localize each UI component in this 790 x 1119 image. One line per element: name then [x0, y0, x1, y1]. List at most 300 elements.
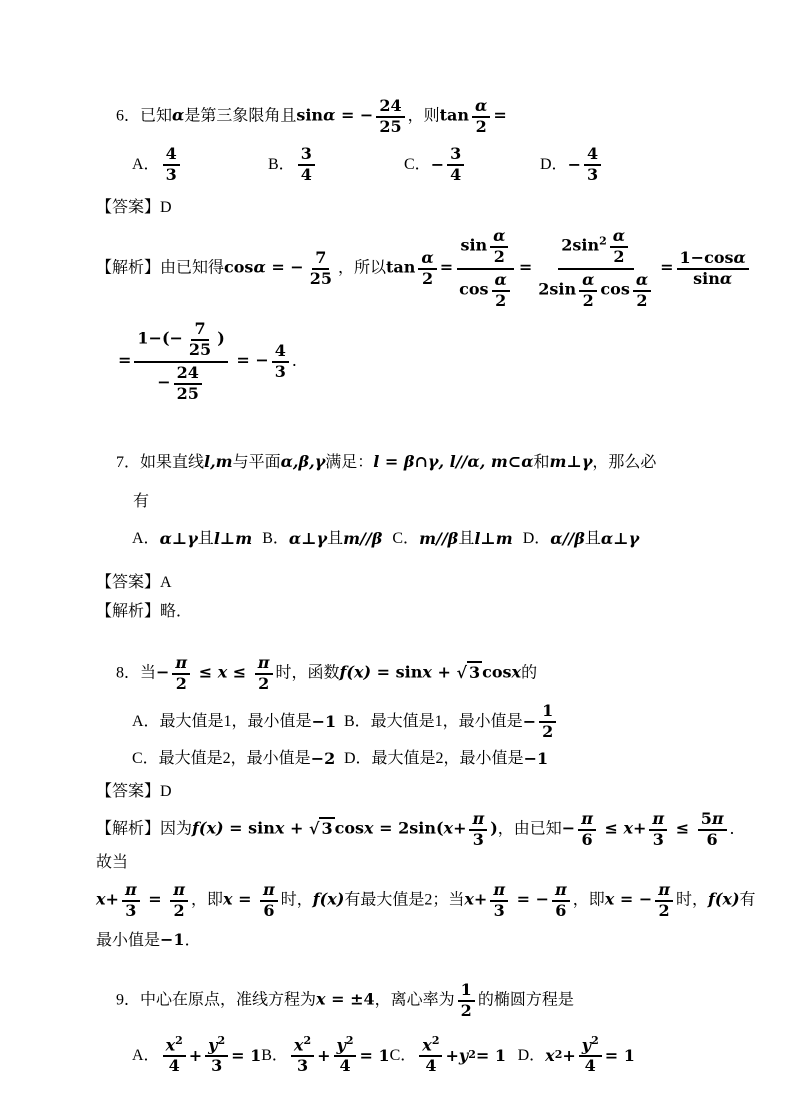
- fraction-numerator: [376, 97, 404, 118]
- math-run: α: [159, 529, 172, 549]
- question-9-options: [132, 1034, 760, 1077]
- text-run: 时，: [675, 891, 708, 909]
- fraction-numerator: [458, 981, 475, 1002]
- math-run: 2: [658, 900, 670, 920]
- fraction-numerator: [610, 227, 628, 248]
- math-run: α: [421, 247, 434, 267]
- math-run: γ: [628, 529, 640, 549]
- text-run: ，离心率为: [374, 991, 455, 1009]
- math-run: 3: [450, 143, 462, 163]
- text-run: B．: [262, 530, 289, 548]
- math-run: 4: [450, 164, 462, 184]
- math-run: α: [635, 269, 649, 289]
- fraction-numerator: [419, 1035, 442, 1057]
- fraction-denominator: [376, 118, 404, 137]
- fraction: [552, 881, 570, 921]
- fraction-denominator: [208, 1057, 225, 1076]
- fraction-numerator: [272, 342, 289, 363]
- math-run: 2: [542, 721, 554, 741]
- math-run: 3: [296, 1056, 309, 1076]
- math-run: 2: [421, 268, 434, 288]
- sqrt-radical: [456, 662, 482, 682]
- fraction: [334, 1035, 357, 1076]
- fraction: [677, 249, 749, 289]
- math-run: +: [317, 1045, 331, 1065]
- text-run: C．最大值是2，最小值是: [132, 749, 311, 767]
- text-run: ，那么必: [592, 454, 657, 472]
- text-run: C．: [389, 1046, 417, 1064]
- question-8: [96, 653, 760, 952]
- fraction-denominator: [456, 270, 516, 312]
- math-run: tan: [385, 257, 416, 277]
- fraction: [472, 97, 490, 137]
- math-run: x: [545, 1045, 555, 1065]
- math-run: α: [494, 269, 507, 289]
- math-run: sin: [693, 268, 720, 288]
- fraction-numerator: [552, 881, 570, 902]
- fraction: [610, 227, 628, 267]
- math-run: β: [403, 452, 415, 472]
- option-8-A: [132, 710, 344, 733]
- fraction: [492, 271, 510, 311]
- fraction: [490, 881, 508, 921]
- fraction-numerator: [472, 97, 490, 118]
- math-run: m: [495, 529, 513, 549]
- fraction: [579, 271, 597, 311]
- text-run: C．: [392, 530, 420, 548]
- fraction-denominator: [272, 363, 289, 382]
- math-run: ≤: [670, 818, 695, 838]
- fraction-denominator: [163, 166, 180, 185]
- fraction-numerator: [291, 1035, 314, 1057]
- fraction: [447, 145, 464, 185]
- fraction: [205, 1035, 228, 1076]
- math-run: f(x): [192, 818, 224, 838]
- text-run: ．: [184, 931, 201, 949]
- math-run: f(x): [707, 889, 740, 909]
- text-run: ，即: [190, 891, 223, 909]
- text-run: ，即: [572, 891, 605, 909]
- question-6-options: [132, 144, 760, 186]
- text-run: 6．已知: [116, 107, 173, 125]
- fraction-denominator: [260, 902, 277, 921]
- fraction: [456, 226, 516, 312]
- fraction-numerator: [172, 654, 190, 675]
- option-9-C: [390, 1034, 518, 1077]
- question-7-answer: [96, 571, 760, 594]
- math-run: = sin: [223, 818, 275, 838]
- math-run: α: [733, 247, 746, 267]
- math-run: +: [105, 889, 119, 909]
- text-run: A．最大值是1，最小值是: [132, 713, 312, 731]
- math-run: x: [96, 889, 106, 909]
- text-run: D．: [540, 156, 568, 174]
- superscript: 2: [345, 1033, 354, 1047]
- option-7-C: [392, 527, 512, 550]
- math-run: +: [562, 1045, 576, 1065]
- math-run: α: [323, 105, 336, 125]
- math-run: ≤: [598, 818, 624, 838]
- fraction-denominator: [307, 270, 335, 289]
- option-6-A: [132, 144, 268, 186]
- question-9-stem: [116, 980, 760, 1022]
- math-run: = −: [230, 350, 269, 370]
- superscript: 2: [468, 1048, 476, 1062]
- math-run: x: [165, 1035, 176, 1055]
- fraction-denominator: [186, 341, 214, 360]
- text-run: D．: [517, 1046, 546, 1064]
- math-run: cos: [459, 279, 489, 299]
- text-run: D．: [522, 530, 551, 548]
- text-run: 有: [133, 493, 150, 511]
- fraction-denominator: [458, 1002, 475, 1021]
- fraction: [255, 654, 273, 694]
- fraction-numerator: [170, 881, 188, 902]
- fraction-numerator: [447, 145, 464, 166]
- math-run: f(x): [339, 662, 372, 682]
- superscript: 2: [599, 234, 607, 248]
- math-run: 2: [258, 673, 270, 693]
- math-run: y: [581, 1035, 592, 1055]
- math-run: 4: [425, 1056, 437, 1076]
- math-run: −1: [523, 748, 549, 768]
- math-run: −: [522, 712, 537, 732]
- math-run: 2sin: [538, 279, 577, 299]
- math-run: = ±4: [325, 989, 375, 1009]
- fraction-denominator: [173, 675, 190, 694]
- math-run: π: [652, 809, 665, 828]
- math-run: = 1: [604, 1045, 635, 1065]
- math-run: x: [274, 818, 285, 838]
- text-run: 9．中心在原点，准线方程为: [116, 991, 317, 1009]
- math-run: =: [142, 889, 168, 909]
- fraction-denominator: [492, 292, 509, 311]
- math-run: 2: [173, 900, 185, 920]
- fraction-denominator: [422, 1057, 439, 1076]
- math-run: x: [293, 1035, 304, 1055]
- math-run: π: [175, 653, 188, 672]
- math-run: ⊂: [507, 452, 522, 472]
- math-run: α: [582, 269, 595, 289]
- math-run: α: [493, 225, 506, 245]
- math-run: α,β,γ: [280, 452, 326, 472]
- text-run: ，则: [407, 107, 440, 125]
- math-run: α//β: [550, 529, 585, 549]
- math-run: π: [658, 880, 670, 899]
- math-run: 25: [379, 116, 402, 136]
- option-6-C: [404, 144, 540, 186]
- math-run: ⊥: [613, 529, 629, 549]
- text-run: 有最大值是2；当: [344, 891, 465, 909]
- fraction-numerator: [457, 226, 514, 270]
- text-run: A．: [132, 156, 160, 174]
- math-run: 2: [495, 290, 507, 310]
- superscript: 2: [175, 1033, 183, 1047]
- fraction: [307, 249, 335, 289]
- math-run: 3: [586, 164, 599, 184]
- math-run: = −: [511, 889, 549, 909]
- fraction-denominator: [171, 902, 188, 921]
- fraction-denominator: [336, 1057, 353, 1076]
- text-run: B．: [261, 1046, 288, 1064]
- option-9-A: [132, 1034, 261, 1077]
- text-run: D．最大值是2，最小值是: [344, 749, 524, 767]
- fraction: [170, 881, 188, 921]
- math-run: +: [453, 818, 467, 838]
- text-run: 【解析】略．: [96, 602, 193, 620]
- math-run: y: [336, 1035, 346, 1055]
- option-9-D: [518, 1034, 646, 1077]
- fraction-denominator: [473, 118, 490, 137]
- text-run: 且: [584, 530, 601, 548]
- math-run: cos: [600, 279, 630, 299]
- fraction: [418, 249, 436, 289]
- fraction-denominator: [578, 831, 595, 850]
- fraction: [490, 227, 508, 267]
- text-run: 最小值是: [96, 931, 161, 949]
- fraction-numerator: [649, 810, 667, 831]
- math-run: 1−(−: [137, 329, 183, 349]
- radicand: 3: [468, 662, 481, 682]
- fraction-numerator: [163, 145, 180, 166]
- math-run: π: [173, 880, 185, 899]
- math-run: 2: [636, 290, 648, 310]
- sqrt-radical: [308, 818, 335, 838]
- math-run: 4: [584, 1056, 596, 1076]
- question-9: [96, 980, 760, 1077]
- fraction-numerator: [579, 1035, 602, 1057]
- fraction-numerator: [260, 881, 278, 902]
- radical-sign-icon: √: [308, 818, 320, 838]
- math-run: −: [567, 155, 581, 175]
- math-run: =: [379, 452, 404, 472]
- math-run: l: [474, 529, 481, 549]
- math-run: −: [156, 662, 170, 682]
- option-8-D: [344, 747, 760, 770]
- answer-label: 【答案】: [96, 198, 161, 216]
- fraction-numerator: [579, 271, 597, 292]
- math-run: γ: [581, 452, 593, 472]
- math-run: −: [430, 155, 445, 175]
- math-run: f(x): [312, 889, 345, 909]
- math-run: α: [612, 225, 626, 245]
- text-run: 的: [521, 664, 538, 682]
- math-run: x: [464, 889, 474, 909]
- fraction-denominator: [447, 166, 464, 185]
- math-run: = −: [335, 105, 374, 125]
- answer-label: 【答案】: [96, 573, 161, 591]
- question-7: [96, 450, 760, 623]
- text-run: ．: [291, 352, 308, 370]
- fraction-denominator: [704, 831, 721, 850]
- question-6-analysis: [118, 318, 760, 406]
- math-run: 3: [274, 362, 286, 382]
- math-run: 1−cos: [679, 247, 734, 267]
- fraction-denominator: [255, 675, 272, 694]
- fraction-denominator: [174, 385, 202, 404]
- math-run: x: [604, 889, 615, 909]
- math-run: 2: [460, 1000, 472, 1020]
- math-run: cos: [482, 662, 512, 682]
- math-run: 6: [706, 829, 718, 849]
- fraction: [649, 810, 667, 850]
- fraction-denominator: [166, 1057, 183, 1076]
- fraction-numerator: [163, 1035, 186, 1057]
- math-run: 6: [263, 900, 275, 920]
- math-run: x: [443, 818, 454, 838]
- math-run: +: [284, 818, 309, 838]
- math-run: α: [253, 257, 266, 277]
- fraction: [458, 981, 475, 1021]
- math-run: 6: [581, 829, 593, 849]
- fraction-numerator: [255, 654, 273, 675]
- fraction-denominator: [690, 270, 735, 289]
- fraction-denominator: [294, 1057, 311, 1076]
- math-run: m//β: [343, 529, 383, 549]
- math-run: 2: [475, 116, 487, 136]
- math-run: = 1: [231, 1045, 262, 1065]
- math-run: 2: [175, 673, 187, 693]
- math-run: x: [364, 818, 374, 838]
- math-run: α: [288, 529, 302, 549]
- fraction: [163, 1035, 186, 1076]
- fraction-denominator: [582, 1057, 599, 1076]
- fraction-denominator: [122, 902, 139, 921]
- fraction: [186, 320, 214, 360]
- text-run: 和: [533, 454, 550, 472]
- option-9-B: [261, 1034, 389, 1077]
- math-run: α: [521, 452, 534, 472]
- math-run: = −: [614, 889, 653, 909]
- question-8-analysis: [96, 880, 760, 922]
- math-run: 3: [652, 829, 664, 849]
- math-run: x: [623, 818, 634, 838]
- fraction-denominator: [419, 270, 436, 289]
- math-run: α: [719, 268, 733, 288]
- math-run: −: [561, 818, 576, 838]
- math-run: 4: [165, 143, 177, 163]
- math-run: 24: [379, 96, 402, 115]
- answer-label: 【答案】: [96, 782, 161, 800]
- question-6: [96, 96, 760, 406]
- math-run: =: [493, 105, 507, 125]
- superscript: 2: [217, 1033, 226, 1047]
- fraction-numerator: [298, 145, 315, 166]
- fraction-numerator: [698, 810, 727, 831]
- math-run: 3: [165, 164, 177, 184]
- math-run: l: [373, 452, 380, 472]
- math-run: , l//α, m: [438, 452, 508, 472]
- math-run: 3: [125, 900, 137, 920]
- text-run: ，所以: [337, 259, 386, 277]
- math-run: l,m: [204, 452, 233, 472]
- math-run: +: [188, 1045, 203, 1065]
- fraction-numerator: [655, 881, 673, 902]
- math-run: l: [213, 529, 220, 549]
- math-run: ≤: [193, 662, 218, 682]
- math-run: π: [581, 809, 593, 828]
- math-run: sin: [296, 105, 324, 125]
- question-8-answer: [96, 780, 760, 803]
- text-run: B．: [268, 156, 295, 174]
- radical-sign-icon: √: [456, 662, 467, 682]
- fraction: [174, 364, 202, 404]
- math-run: y: [458, 1045, 469, 1065]
- math-run: 1: [460, 980, 472, 999]
- math-run: +: [431, 662, 457, 682]
- math-run: ⊥: [480, 529, 496, 549]
- fraction: [698, 810, 727, 850]
- option-6-B: [268, 144, 404, 186]
- math-run: 2: [493, 246, 505, 266]
- math-run: ⊥: [566, 452, 582, 472]
- fraction: [633, 271, 651, 311]
- math-run: x: [422, 662, 432, 682]
- math-run: ∩: [414, 452, 428, 472]
- math-run: 25: [309, 268, 332, 288]
- math-run: x: [511, 662, 522, 682]
- math-run: =: [660, 257, 674, 277]
- math-run: = sin: [371, 662, 423, 682]
- math-run: 25: [188, 340, 212, 360]
- math-run: m: [549, 452, 567, 472]
- math-run: α: [475, 96, 488, 115]
- fraction: [584, 145, 601, 185]
- option-7-A: [132, 527, 252, 550]
- superscript: 2: [431, 1033, 440, 1047]
- math-run: 4: [168, 1056, 180, 1076]
- question-6-stem: [116, 96, 760, 138]
- question-7-options: [132, 527, 760, 550]
- math-run: 24: [176, 363, 199, 383]
- fraction-numerator: [490, 227, 508, 248]
- math-run: −1: [160, 929, 185, 949]
- fraction-numerator: [490, 881, 508, 902]
- math-run: 4: [300, 164, 312, 184]
- question-8-stem: [116, 653, 760, 695]
- fraction-denominator: [298, 166, 315, 185]
- superscript: 2: [554, 1048, 563, 1062]
- fraction: [172, 654, 190, 694]
- math-run: tan: [439, 105, 469, 125]
- text-run: 7．如果直线: [116, 454, 205, 472]
- fraction: [539, 702, 556, 742]
- math-run: 3: [493, 900, 505, 920]
- math-run: =: [232, 889, 258, 909]
- text-run: ，由已知: [497, 820, 562, 838]
- math-run: sin: [460, 235, 488, 255]
- option-6-D: [540, 144, 676, 186]
- math-run: = −: [265, 257, 304, 277]
- fraction-numerator: [334, 1035, 357, 1057]
- option-8-B: [344, 701, 760, 743]
- question-7-analysis: [96, 600, 760, 623]
- math-run: ): [217, 329, 225, 349]
- math-run: 2sin: [561, 235, 600, 255]
- option-8-C: [132, 747, 344, 770]
- math-run: α: [600, 529, 614, 549]
- math-run: 3: [211, 1056, 223, 1076]
- question-7-stem: [116, 450, 760, 474]
- math-run: ≤: [227, 662, 252, 682]
- superscript: 2: [303, 1033, 312, 1047]
- math-run: 3: [472, 829, 484, 849]
- math-run: 2: [582, 290, 594, 310]
- fraction: [535, 226, 657, 312]
- math-run: π: [493, 880, 506, 899]
- question-7-stem: [133, 490, 760, 513]
- math-run: +: [473, 889, 488, 909]
